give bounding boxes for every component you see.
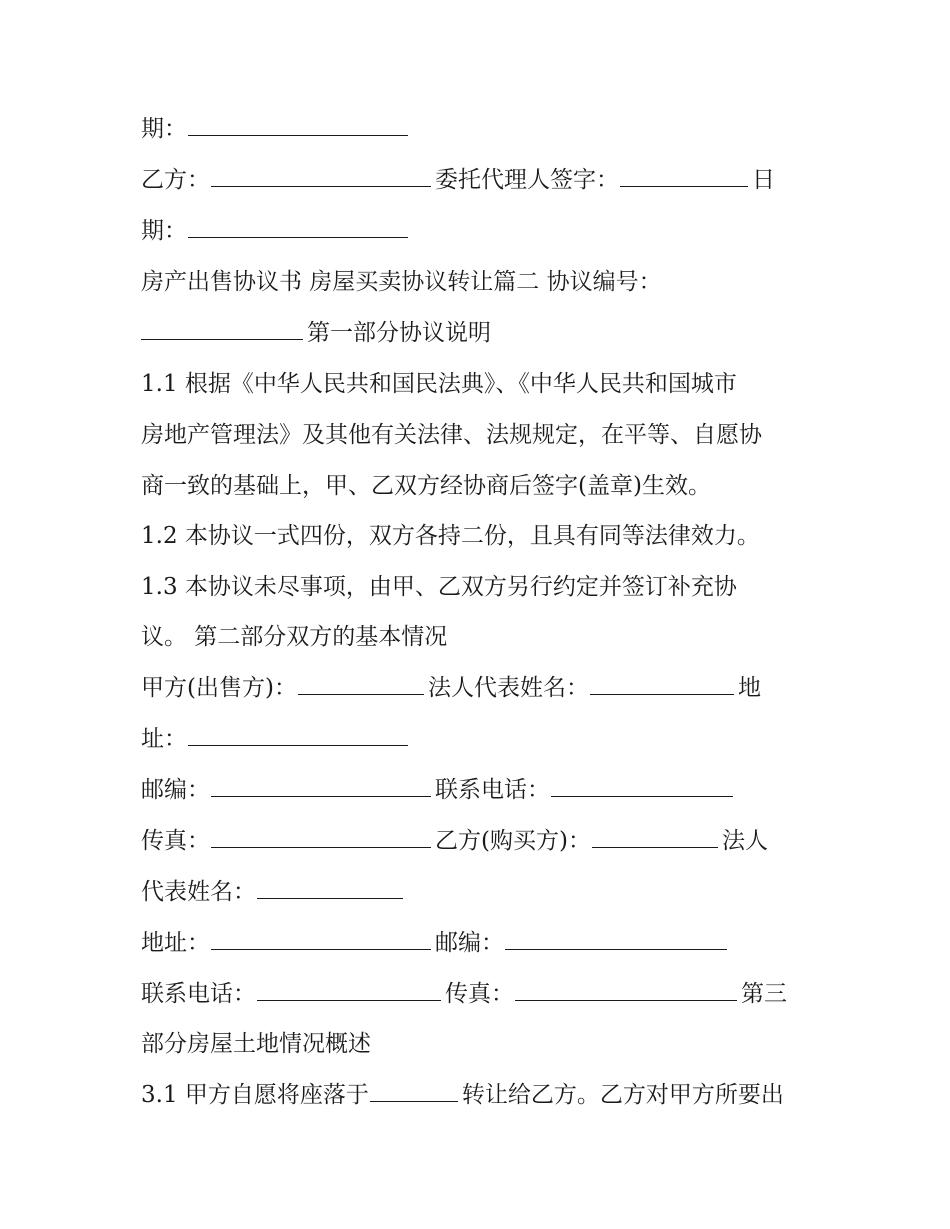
doc-line (141, 826, 768, 856)
fill-blank (188, 219, 408, 238)
doc-line (141, 724, 412, 754)
text-run: 传真： (141, 828, 210, 854)
text-run: 第三 (741, 981, 787, 1007)
fill-blank (257, 982, 441, 1001)
text-run: 期： (141, 218, 187, 244)
doc-line: 1.2 本协议一式四份，双方各持二份，且具有同等法律效力。 (141, 523, 760, 549)
text-run: 地址： (141, 930, 210, 956)
text-run: 代表姓名： (141, 879, 256, 905)
fill-blank (592, 829, 718, 848)
doc-line: 房产出售协议书 房屋买卖协议转让篇二 协议编号： (141, 269, 662, 295)
doc-line (141, 877, 407, 907)
fill-blank (620, 168, 748, 187)
doc-line: 部分房屋土地情况概述 (141, 1031, 371, 1057)
doc-line: 1.3 本协议未尽事项，由甲、乙双方另行约定并签订补充协 (141, 574, 737, 600)
text-run: 法人 (721, 828, 768, 854)
doc-line (141, 673, 761, 703)
text-run: 邮编： (435, 930, 504, 956)
text-run: 地 (737, 675, 761, 701)
fill-blank (188, 117, 408, 136)
doc-line (141, 114, 412, 144)
fill-blank (505, 931, 727, 950)
text-run: 址： (141, 726, 187, 752)
fill-blank (257, 880, 403, 899)
fill-blank (298, 676, 424, 695)
doc-line (141, 216, 412, 246)
doc-line (141, 318, 491, 348)
doc-line (141, 979, 787, 1009)
text-run: 甲方(出售方)： (141, 675, 297, 701)
doc-line (141, 1080, 784, 1110)
doc-line (141, 775, 737, 805)
doc-line (141, 928, 731, 958)
text-run: 第一部分协议说明 (307, 320, 491, 346)
fill-blank (515, 982, 737, 1001)
text-run: 联系电话： (141, 981, 256, 1007)
text-run: 乙方(购买方)： (435, 828, 591, 854)
fill-blank (370, 1083, 458, 1102)
doc-line: 商一致的基础上，甲、乙双方经协商后签字(盖章)生效。 (141, 473, 711, 499)
text-run: 联系电话： (435, 777, 550, 803)
doc-line (141, 165, 775, 195)
text-run: 法人代表姓名： (427, 675, 589, 701)
text-run: 转让给乙方。乙方对甲方所要出 (461, 1082, 784, 1108)
text-run: 期： (141, 116, 187, 142)
fill-blank (211, 778, 431, 797)
doc-line: 议。 第二部分双方的基本情况 (141, 624, 448, 650)
fill-blank (211, 931, 431, 950)
text-run: 传真： (445, 981, 514, 1007)
text-run: 3.1 甲方自愿将座落于 (141, 1082, 369, 1108)
text-run: 乙方： (141, 167, 210, 193)
fill-blank (211, 168, 431, 187)
text-run: 邮编： (141, 777, 210, 803)
doc-line: 房地产管理法》及其他有关法律、法规规定，在平等、自愿协 (141, 422, 762, 448)
doc-line: 1.1 根据《中华人民共和国民法典》、《中华人民共和国城市 (141, 371, 737, 397)
fill-blank (188, 727, 408, 746)
fill-blank (590, 676, 734, 695)
fill-blank (211, 829, 431, 848)
fill-blank (141, 321, 303, 340)
fill-blank (551, 778, 733, 797)
text-run: 委托代理人签字： (435, 167, 619, 193)
text-run: 日 (752, 167, 775, 193)
